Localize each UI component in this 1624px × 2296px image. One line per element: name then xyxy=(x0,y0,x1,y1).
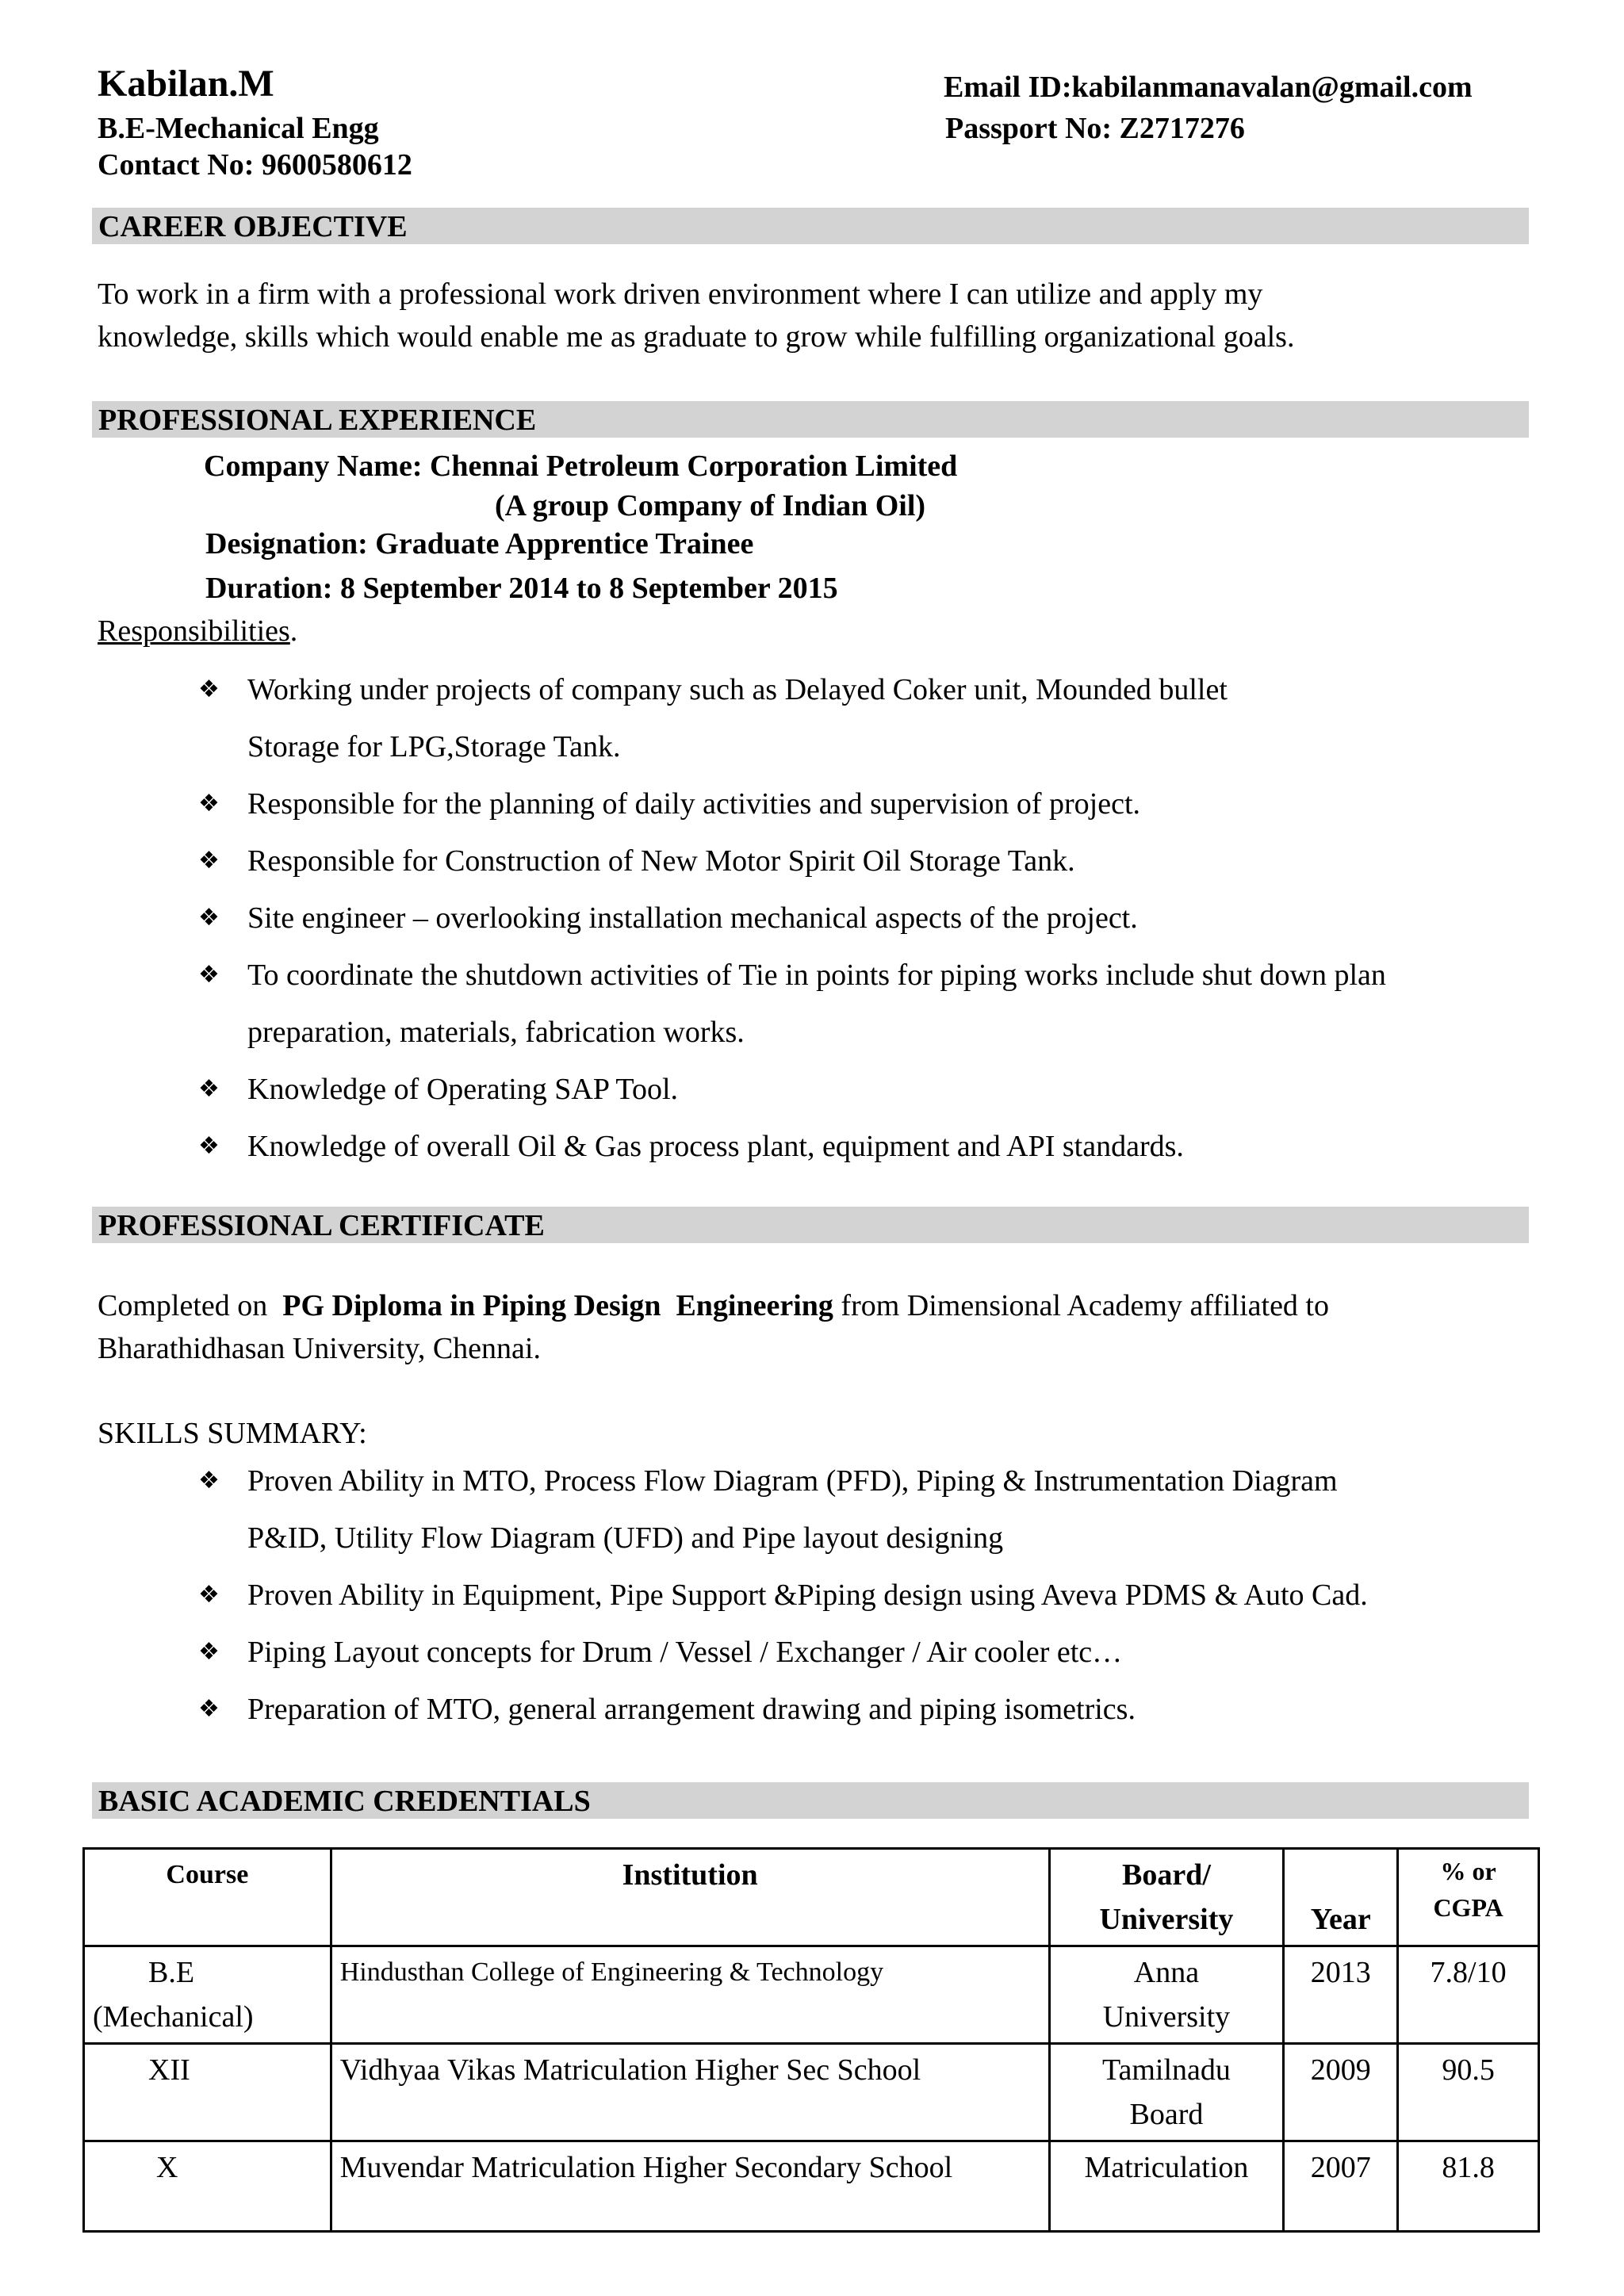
cell-score: 81.8 xyxy=(1398,2141,1539,2232)
certificate-line-1: Completed on PG Diploma in Piping Design Engineering from Dimensional Academy affiliated to xyxy=(98,1289,1329,1322)
cell-course: B.E (Mechanical) xyxy=(84,1946,331,2044)
list-item: ❖ Piping Layout concepts for Drum / Vessel / Exchanger / Air cooler etc… xyxy=(198,1624,1530,1681)
cell-institution: Hindusthan College of Engineering & Technology xyxy=(331,1946,1049,2044)
bullet-diamond-icon: ❖ xyxy=(198,1695,220,1723)
designation: Designation: Graduate Apprentice Trainee xyxy=(205,527,754,561)
cell-institution: Vidhyaa Vikas Matriculation Higher Sec School xyxy=(331,2044,1049,2141)
cell-year: 2013 xyxy=(1284,1946,1398,2044)
skills-list xyxy=(198,1452,1530,1738)
table-row xyxy=(84,2141,1539,2232)
table-row xyxy=(84,1946,1539,2044)
academic-table xyxy=(82,1847,1540,2233)
contact-number: Contact No: 9600580612 xyxy=(98,148,412,182)
cell-score: 90.5 xyxy=(1398,2044,1539,2141)
email: Email ID:kabilanmanavalan@gmail.com xyxy=(944,71,1473,104)
candidate-name: Kabilan.M xyxy=(98,63,274,105)
objective-text xyxy=(98,273,1294,358)
col-header-score: % or CGPA xyxy=(1398,1849,1539,1946)
certificate-course: PG Diploma in Piping Design Engineering xyxy=(282,1289,833,1322)
objective-line-2: knowledge, skills which would enable me as graduate to grow while fulfilling organizational goals. xyxy=(98,320,1295,354)
list-item-continuation: Storage for LPG,Storage Tank. xyxy=(247,730,621,763)
col-header-board: Board/ University xyxy=(1049,1849,1284,1946)
section-academic-credentials: BASIC ACADEMIC CREDENTIALS xyxy=(92,1782,1529,1819)
list-item: ❖ To coordinate the shutdown activities of Tie in points for piping works include shut down plan xyxy=(198,947,1530,1004)
bullet-diamond-icon: ❖ xyxy=(198,1132,220,1160)
list-item: ❖ Working under projects of company such as Delayed Coker unit, Mounded bullet xyxy=(198,661,1530,718)
col-header-institution: Institution xyxy=(331,1849,1049,1946)
responsibilities-dot: . xyxy=(289,614,298,648)
section-professional-certificate: PROFESSIONAL CERTIFICATE xyxy=(92,1207,1529,1243)
bullet-diamond-icon: ❖ xyxy=(198,904,220,932)
company-group: (A group Company of Indian Oil) xyxy=(495,489,926,522)
bullet-diamond-icon: ❖ xyxy=(198,1638,220,1666)
objective-line-1: To work in a firm with a professional work driven environment where I can utilize and apply my xyxy=(98,277,1263,311)
cell-score: 7.8/10 xyxy=(1398,1946,1539,2044)
list-item-continuation: P&ID, Utility Flow Diagram (UFD) and Pipe layout designing xyxy=(247,1521,1004,1555)
cell-institution: Muvendar Matriculation Higher Secondary School xyxy=(331,2141,1049,2232)
bullet-diamond-icon: ❖ xyxy=(198,675,220,703)
cell-board: Anna University xyxy=(1049,1946,1284,2044)
list-item: ❖ Proven Ability in Equipment, Pipe Support &Piping design using Aveva PDMS & Auto Cad. xyxy=(198,1567,1530,1624)
responsibilities-list xyxy=(198,661,1530,1175)
duration: Duration: 8 September 2014 to 8 September 2015 xyxy=(205,572,838,605)
list-item-continuation: preparation, materials, fabrication works. xyxy=(247,1016,745,1049)
responsibilities-heading xyxy=(98,614,297,649)
cell-year: 2009 xyxy=(1284,2044,1398,2141)
list-item: ❖ Proven Ability in MTO, Process Flow Diagram (PFD), Piping & Instrumentation Diagram xyxy=(198,1452,1530,1510)
col-header-year: Year xyxy=(1284,1849,1398,1946)
cell-board: Matriculation xyxy=(1049,2141,1284,2232)
list-item: ❖ Responsible for Construction of New Motor Spirit Oil Storage Tank. xyxy=(198,832,1530,890)
list-item: ❖ Knowledge of overall Oil & Gas process plant, equipment and API standards. xyxy=(198,1118,1530,1175)
degree: B.E-Mechanical Engg xyxy=(98,112,379,145)
list-item: ❖ Responsible for the planning of daily activities and supervision of project. xyxy=(198,775,1530,832)
cell-course: XII xyxy=(84,2044,331,2141)
bullet-diamond-icon: ❖ xyxy=(198,847,220,874)
cell-year: 2007 xyxy=(1284,2141,1398,2232)
bullet-diamond-icon: ❖ xyxy=(198,1581,220,1609)
company-name: Company Name: Chennai Petroleum Corporation Limited xyxy=(204,450,958,483)
skills-heading: SKILLS SUMMARY: xyxy=(98,1417,367,1450)
list-item: ❖ Site engineer – overlooking installation mechanical aspects of the project. xyxy=(198,890,1530,947)
responsibilities-label: Responsibilities xyxy=(98,614,290,648)
cell-board: Tamilnadu Board xyxy=(1049,2044,1284,2141)
bullet-diamond-icon: ❖ xyxy=(198,1467,220,1494)
certificate-line-2: Bharathidhasan University, Chennai. xyxy=(98,1332,541,1365)
table-row xyxy=(84,2044,1539,2141)
passport-number: Passport No: Z2717276 xyxy=(945,112,1245,145)
bullet-diamond-icon: ❖ xyxy=(198,790,220,817)
cell-course: X xyxy=(84,2141,331,2232)
col-header-course: Course xyxy=(84,1849,331,1946)
certificate-text xyxy=(98,1284,1329,1370)
list-item: ❖ Knowledge of Operating SAP Tool. xyxy=(198,1061,1530,1118)
list-item: ❖ Preparation of MTO, general arrangement drawing and piping isometrics. xyxy=(198,1681,1530,1738)
bullet-diamond-icon: ❖ xyxy=(198,961,220,989)
bullet-diamond-icon: ❖ xyxy=(198,1075,220,1103)
section-professional-experience: PROFESSIONAL EXPERIENCE xyxy=(92,401,1529,438)
table-header-row xyxy=(84,1849,1539,1946)
section-career-objective: CAREER OBJECTIVE xyxy=(92,208,1529,244)
